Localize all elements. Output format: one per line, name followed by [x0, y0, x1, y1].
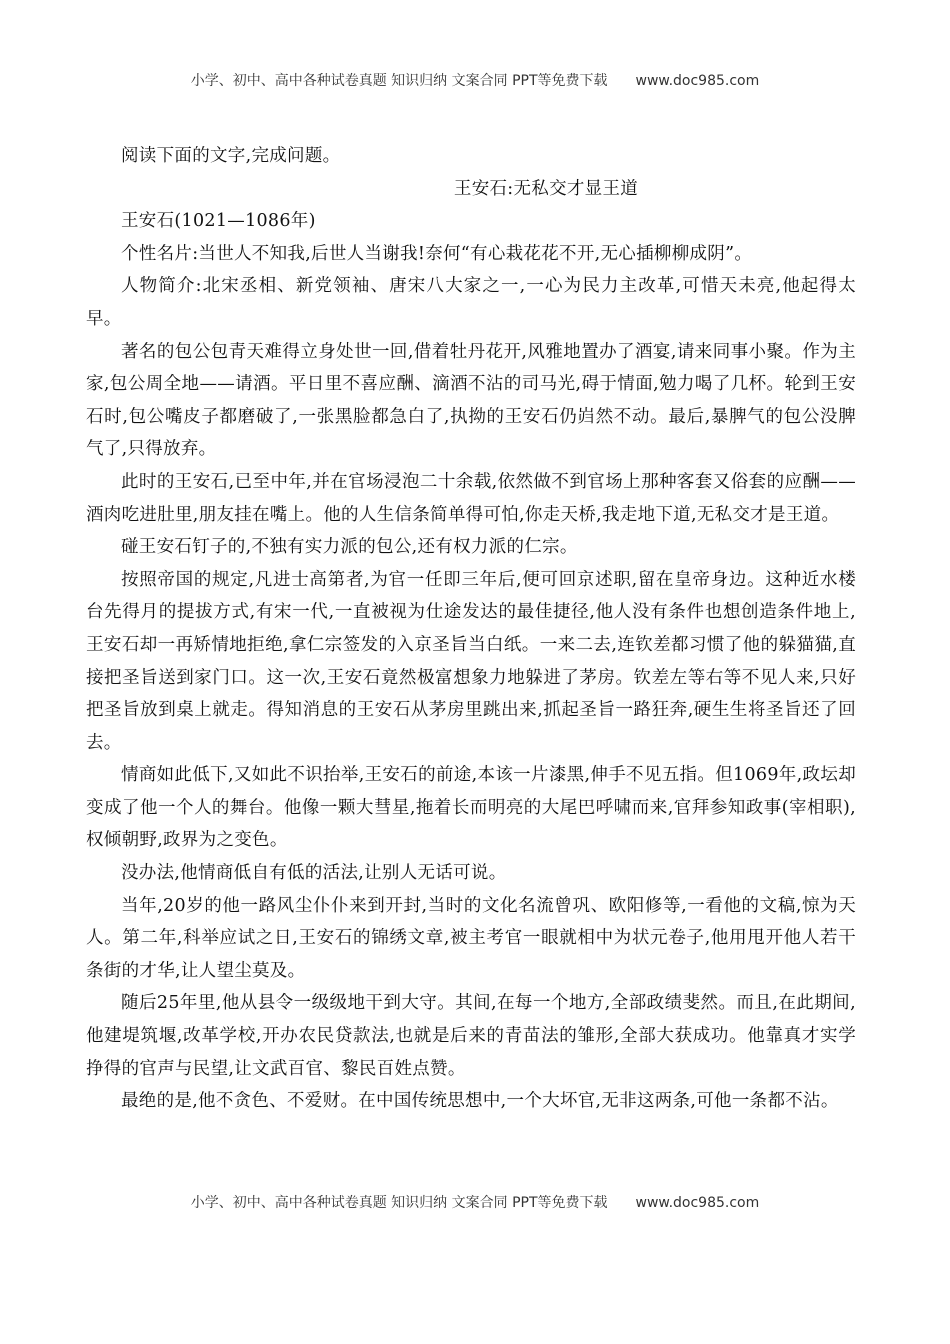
- article-paragraph: 当年,20岁的他一路风尘仆仆来到开封,当时的文化名流曾巩、欧阳修等,一看他的文稿,惊为天人。第二年,科举应试之日,王安石的锦绣文章,被主考官一眼就相中为状元卷子,他用甩开他人若干条街的才华,让人望尘莫及。: [86, 895, 856, 981]
- article-paragraph: 此时的王安石,已至中年,并在官场浸泡二十余载,依然做不到官场上那种客套又俗套的应酬——酒肉吃进肚里,朋友挂在嘴上。他的人生信条简单得可怕,你走天桥,我走地下道,无私交才是王道。: [86, 471, 856, 525]
- header-text: 小学、初中、高中各种试卷真题 知识归纳 文案合同 PPT等免费下载: [190, 73, 608, 89]
- article-body: [86, 140, 856, 1118]
- article-paragraph: 没办法,他情商低自有低的活法,让别人无话可说。: [121, 863, 507, 884]
- article-intro: 阅读下面的文字,完成问题。: [121, 146, 341, 166]
- article-paragraph: 按照帝国的规定,凡进士高第者,为官一任即三年后,便可回京述职,留在皇帝身边。这种近水楼台先得月的提拔方式,有宋一代,一直被视为仕途发达的最佳捷径,他人没有条件也想创造条件地上,王安石却一再矫情地拒绝,拿仁宗签发的入京圣旨当白纸。一来二去,连钦差都习惯了他的躲猫猫,直接把圣旨送到家门口。这一次,王安石竟然极富想象力地躲进了茅房。钦差左等右等不见人来,只好把圣旨放到桌上就走。得知消息的王安石从茅房里跳出来,抓起圣旨一路狂奔,硬生生将圣旨还了回去。: [86, 569, 856, 753]
- article-paragraph: 人物简介:北宋丞相、新党领袖、唐宋八大家之一,一心为民力主改革,可惜天未亮,他起得太早。: [86, 276, 856, 329]
- header-url[interactable]: www.doc985.com: [635, 73, 760, 89]
- article-title: 王安石:无私交才显王道: [453, 178, 639, 199]
- article-paragraph: 情商如此低下,又如此不识抬举,王安石的前途,本该一片漆黑,伸手不见五指。但1069年,政坛却变成了他一个人的舞台。他像一颗大彗星,拖着长而明亮的大尾巴呼啸而来,官拜参知政事(宰相职),权倾朝野,政界为之变色。: [86, 765, 856, 851]
- article-paragraph: 最绝的是,他不贪色、不爱财。在中国传统思想中,一个大坏官,无非这两条,可他一条都不沾。: [121, 1091, 839, 1112]
- page-footer: [0, 1192, 950, 1212]
- article-paragraph: 个性名片:当世人不知我,后世人当谢我!奈何“有心栽花花不开,无心插柳柳成阴”。: [121, 243, 753, 264]
- footer-url[interactable]: www.doc985.com: [635, 1195, 760, 1211]
- article-paragraph: 随后25年里,他从县令一级级地干到大守。其间,在每一个地方,全部政绩斐然。而且,在此期间,他建堤筑堰,改革学校,开办农民贷款法,也就是后来的青苗法的雏形,全部大获成功。他靠真才实学挣得的官声与民望,让文武百官、黎民百姓点赞。: [86, 993, 856, 1079]
- article-paragraph: 王安石(1021—1086年): [121, 211, 316, 232]
- article-paragraph: 碰王安石钉子的,不独有实力派的包公,还有权力派的仁宗。: [121, 537, 578, 558]
- page-header: [0, 70, 950, 90]
- footer-text: 小学、初中、高中各种试卷真题 知识归纳 文案合同 PPT等免费下载: [190, 1195, 608, 1211]
- article-paragraph: 著名的包公包青天难得立身处世一回,借着牡丹花开,风雅地置办了酒宴,请来同事小聚。作为主家,包公周全地——请酒。平日里不喜应酬、滴酒不沾的司马光,碍于情面,勉力喝了几杯。轮到王安石时,包公嘴皮子都磨破了,一张黑脸都急白了,执拗的王安石仍岿然不动。最后,暴脾气的包公没脾气了,只得放弃。: [86, 341, 856, 460]
